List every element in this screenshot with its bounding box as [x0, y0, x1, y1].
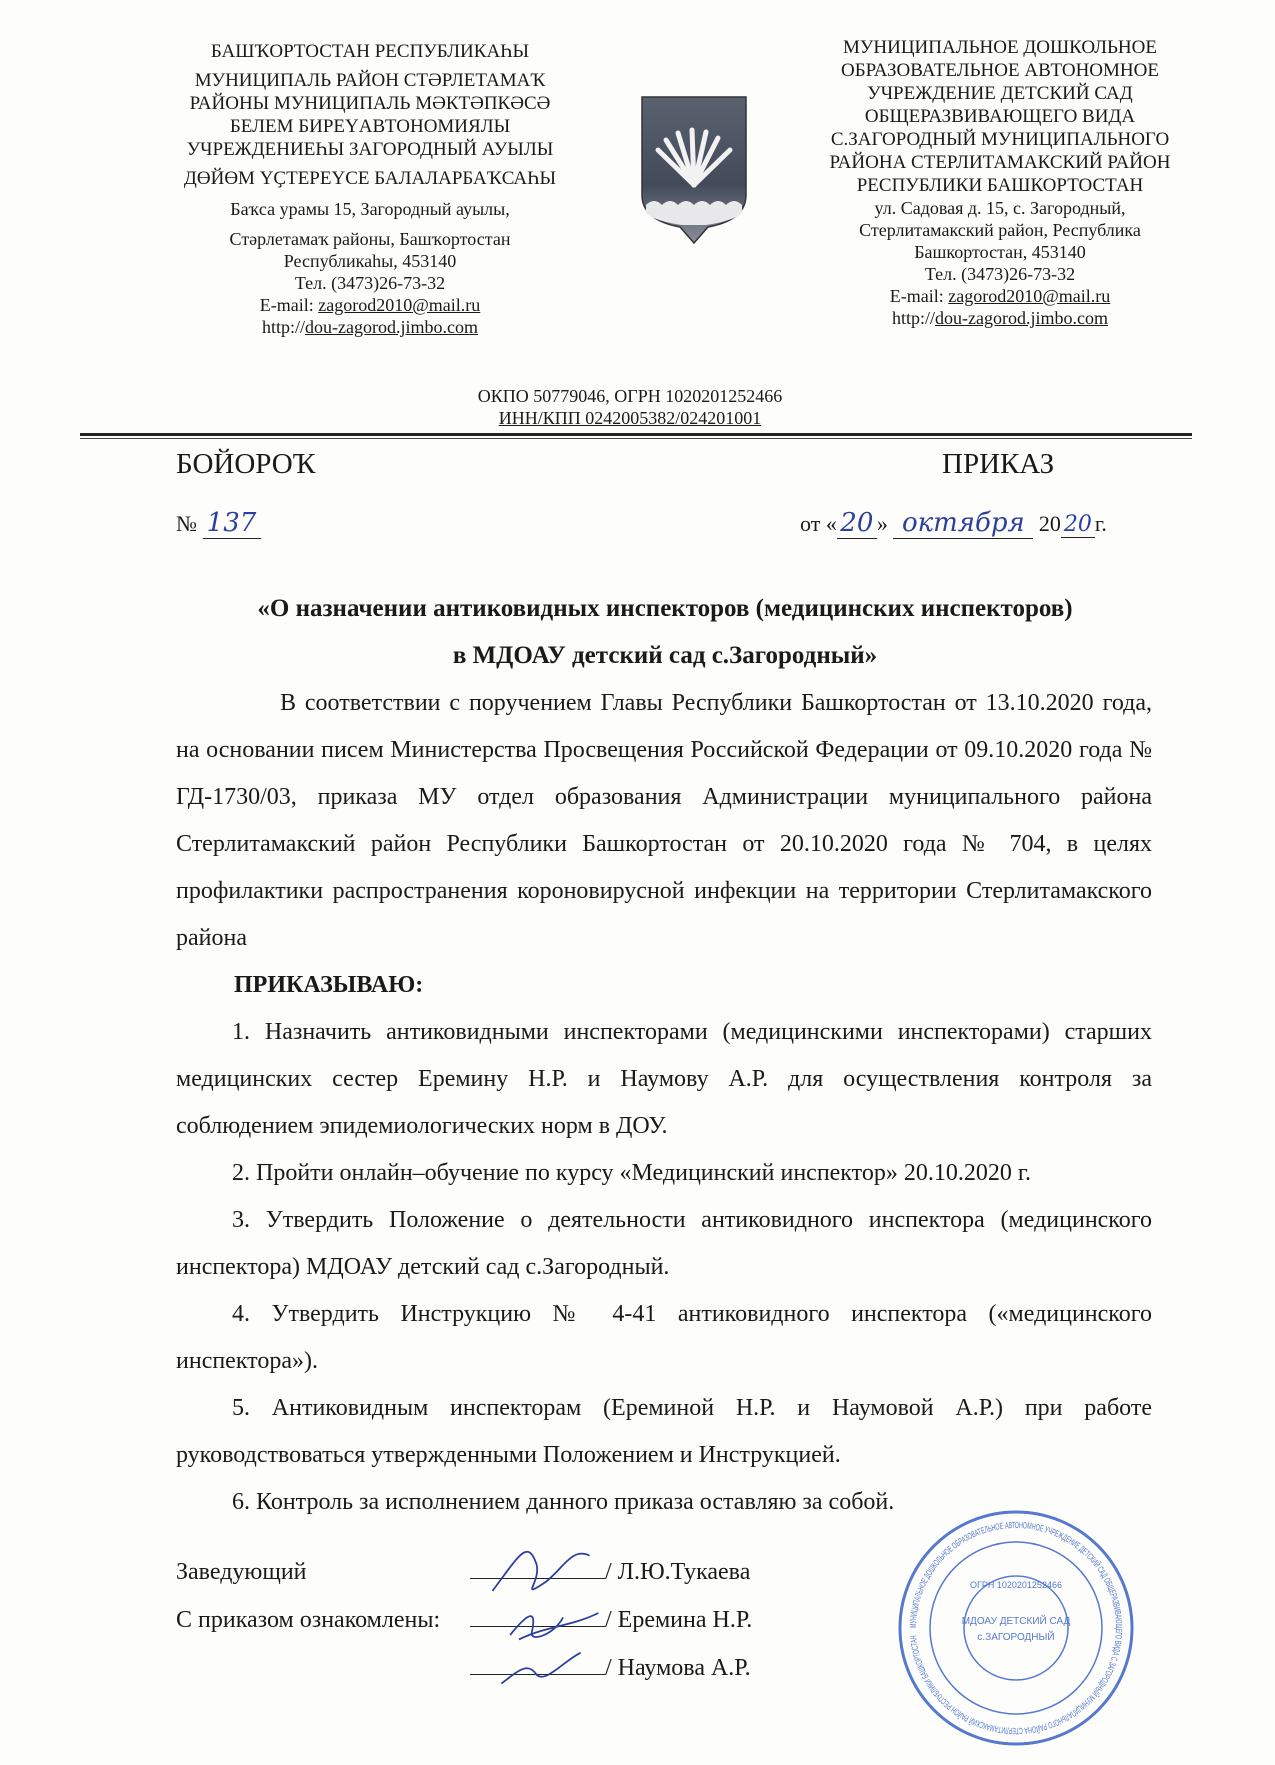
header-right-line: С.ЗАГОРОДНЫЙ МУНИЦИПАЛЬНОГО	[830, 129, 1170, 150]
requisites-line1: ОКПО 50779046, ОГРН 1020201252466	[477, 386, 783, 406]
number-label: №	[176, 511, 197, 536]
order-item-2: 2. Пройти онлайн–обучение по курсу «Медицинский инспектор» 20.10.2020 г.	[232, 1160, 1031, 1186]
svg-text:МУНИЦИПАЛЬНОЕ ДОШКОЛЬНОЕ ОБРАЗ	[908, 1520, 1124, 1736]
preamble: В соответствии с поручением Главы Республики Башкортостан от 13.10.2020 года, на основании писем Министерства Просвещения Российской Федерации от 09.10.2020 года № ГД-1730/03, приказа МУ отдел образования Администрации муниципального района Стерлитамакский район Республики Башкортостан от 20.10.2020 года № 704, в целях профилактики распространения короновирусной инфекции на территории Стерлитамакского района	[176, 690, 1152, 951]
header-left-line: ДӨЙӨМ ҮҪТЕРЕҮСЕ БАЛАЛАРБАҠСАҺЫ	[183, 168, 557, 189]
header-left-address: Стәрлетамаҡ районы, Башҡортостан	[229, 229, 511, 249]
date-mid: »	[876, 511, 888, 536]
order-item-4: 4. Утвердить Инструкцию № 4-41 антиковидного инспектора («медицинского инспектора»).	[176, 1301, 1152, 1374]
title-line2: в МДОАУ детский сад с.Загородный»	[452, 642, 878, 669]
order-item-3: 3. Утвердить Положение о деятельности антиковидного инспектора (медицинского инспектора) МДОАУ детский сад с.Загородный.	[176, 1207, 1152, 1280]
email-link[interactable]: zagorod2010@mail.ru	[948, 286, 1111, 306]
requisites	[380, 385, 880, 429]
stamp-center-line2: с.ЗАГОРОДНЫЙ	[977, 1632, 1055, 1643]
official-stamp	[896, 1508, 1136, 1748]
date-month: октября	[893, 508, 1033, 539]
order-title	[120, 585, 1210, 679]
email-link[interactable]: zagorod2010@mail.ru	[318, 295, 481, 315]
web-link[interactable]: dou-zagorod.jimbo.com	[935, 308, 1108, 328]
coat-of-arms-emblem	[638, 95, 750, 245]
title-line1: «О назначении антиковидных инспекторов (медицинских инспекторов)	[257, 595, 1073, 622]
header-left-phone: Тел. (3473)26-73-32	[294, 273, 446, 293]
order-word: ПРИКАЗЫВАЮ:	[234, 972, 424, 998]
header-left-line: УЧРЕЖДЕНИЕҺЫ ЗАГОРОДНЫЙ АУЫЛЫ	[186, 139, 554, 160]
date-day: 20	[837, 508, 877, 539]
order-item-6: 6. Контроль за исполнением данного приказа оставляю за собой.	[232, 1489, 895, 1515]
email-label: E-mail:	[889, 286, 949, 306]
header-left-line: МУНИЦИПАЛЬ РАЙОН СТӘРЛЕТАМАҠ	[194, 70, 546, 91]
signature-acquainted-label: С приказом ознакомлены:	[176, 1607, 441, 1633]
date-suffix: г.	[1094, 511, 1107, 536]
header-left-line: БЕЛЕМ БИРЕҮАВТОНОМИЯЛЫ	[229, 116, 511, 137]
order-date	[800, 508, 1107, 539]
header-right-address: Башкортостан, 453140	[914, 242, 1086, 262]
header-right-line: ОБРАЗОВАТЕЛЬНОЕ АВТОНОМНОЕ	[841, 60, 1159, 81]
header-right-address: ул. Садовая д. 15, с. Загородный,	[874, 198, 1126, 218]
stamp-center-line1: МДОАУ ДЕТСКИЙ САД	[961, 1616, 1071, 1627]
doc-type-russian: ПРИКАЗ	[942, 448, 1055, 480]
signature-head-label: Заведующий	[176, 1559, 307, 1585]
web-prefix: http://	[262, 317, 306, 337]
date-prefix: от «	[800, 511, 837, 536]
stamp-ogrn: ОГРН 1020201252466	[970, 1580, 1062, 1590]
header-left-line: РАЙОНЫ МУНИЦИПАЛЬ МӘКТӘПКӘСӘ	[189, 93, 551, 114]
order-item-1: 1. Назначить антиковидными инспекторами (медицинскими инспекторами) старших медицинских сестер Еремину Н.Р. и Наумову А.Р. для осуществления контроля за соблюдением эпидемиологических норм в ДОУ.	[176, 1019, 1152, 1139]
date-year-suffix: 20	[1061, 512, 1095, 538]
header-left-address: Республикаһы, 453140	[283, 251, 457, 271]
header-left-web-row	[150, 316, 590, 338]
email-label: E-mail:	[259, 295, 319, 315]
order-number	[176, 508, 261, 539]
handwritten-signatures	[466, 1528, 616, 1698]
requisites-line2: ИНН/КПП 0242005382/024201001	[498, 408, 762, 428]
header-divider-thin	[80, 438, 1192, 439]
header-right-line: РЕСПУБЛИКИ БАШКОРТОСТАН	[856, 175, 1144, 196]
header-right-address: Стерлитамакский район, Республика	[859, 220, 1141, 240]
header-right	[800, 36, 1200, 329]
header-right-web-row	[800, 307, 1200, 329]
doc-type-bashkir: БОЙОРОҠ	[176, 448, 316, 480]
signature-name-head: / Л.Ю.Тукаева	[605, 1559, 751, 1585]
number-value: 137	[203, 508, 261, 539]
order-body	[176, 680, 1152, 1737]
date-year-prefix: 20	[1038, 511, 1061, 536]
header-left-address: Баҡса урамы 15, Загородный ауылы,	[230, 199, 510, 219]
header-right-email-row	[800, 285, 1200, 307]
header-left	[150, 40, 590, 338]
stamp-ring-text: МУНИЦИПАЛЬНОЕ ДОШКОЛЬНОЕ ОБРАЗОВАТЕЛЬНОЕ АВТОНОМНОЕ УЧРЕЖДЕНИЕ ДЕТСКИЙ САД ОБЩЕРАЗВИВАЮЩЕГО ВИДА С.ЗАГОРОДНЫЙ МУНИЦИПАЛЬНОГО РАЙОНА СТЕРЛИТАМАКСКИЙ РАЙОН РЕСПУБЛИКИ БАШКОРТОСТАН	[907, 1519, 1125, 1737]
header-right-line: РАЙОНА СТЕРЛИТАМАКСКИЙ РАЙОН	[829, 152, 1171, 173]
header-right-phone: Тел. (3473)26-73-32	[924, 264, 1076, 284]
header-right-line: МУНИЦИПАЛЬНОЕ ДОШКОЛЬНОЕ	[843, 37, 1157, 58]
header-right-line: ОБЩЕРАЗВИВАЮЩЕГО ВИДА	[864, 106, 1136, 127]
signature-name-eremina: / Еремина Н.Р.	[605, 1607, 753, 1633]
header-divider	[80, 433, 1192, 436]
header-right-line: УЧРЕЖДЕНИЕ ДЕТСКИЙ САД	[867, 83, 1133, 104]
header-left-line: БАШҠОРТОСТАН РЕСПУБЛИКАҺЫ	[210, 41, 530, 62]
web-link[interactable]: dou-zagorod.jimbo.com	[305, 317, 478, 337]
web-prefix: http://	[892, 308, 936, 328]
signature-block	[176, 1519, 1152, 1737]
header-left-email-row	[150, 294, 590, 316]
order-item-5: 5. Антиковидным инспекторам (Ереминой Н.Р. и Наумовой А.Р.) при работе руководствоваться утвержденными Положением и Инструкцией.	[176, 1395, 1152, 1468]
signature-name-naumova: / Наумова А.Р.	[605, 1655, 751, 1681]
